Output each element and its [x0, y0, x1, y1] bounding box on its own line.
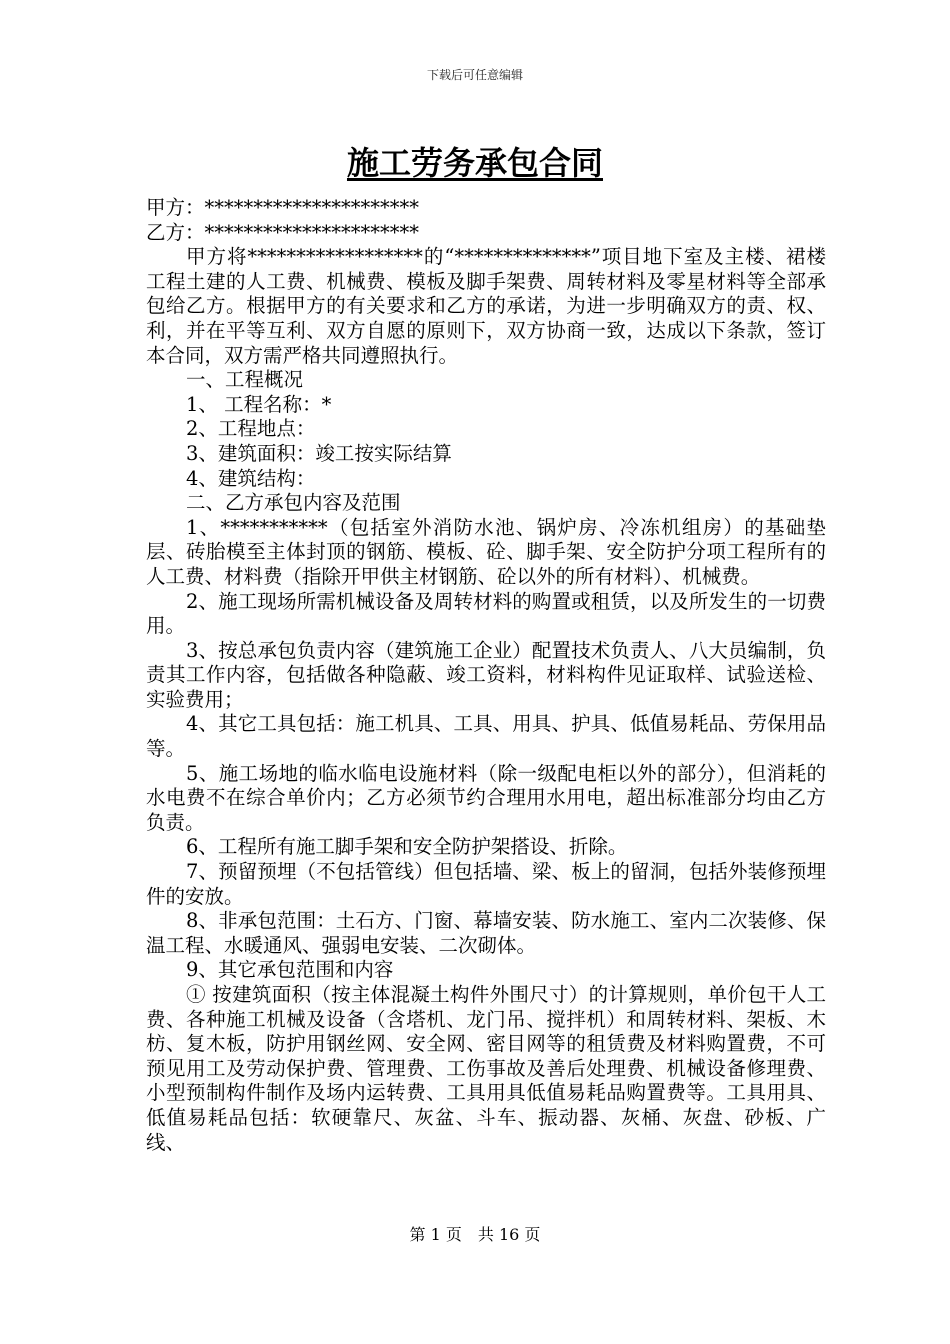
page-footer: 第 1 页 共 16 页 — [409, 1225, 541, 1244]
document-body — [146, 196, 826, 1155]
paragraph: 3、建筑面积：竣工按实际结算 — [186, 441, 452, 465]
paragraph: 4、建筑结构： — [186, 466, 316, 490]
paragraph: 1、***********（包括室外消防水池、锅炉房、冷冻机组房）的基础垫层、砖胎模至主体封顶的钢筋、模板、砼、脚手架、安全防护分项工程所有的人工费、材料费（指除开甲供主材钢筋、砼以外的所有材料）、机械费。 — [146, 515, 826, 588]
paragraph: 5、施工场地的临水临电设施材料（除一级配电柜以外的部分），但消耗的水电费不在综合单价内；乙方必须节约合理用水用电，超出标准部分均由乙方负责。 — [146, 761, 826, 834]
section-heading: 二、乙方承包内容及范围 — [186, 491, 401, 515]
paragraph: 4、其它工具包括：施工机具、工具、用具、护具、低值易耗品、劳保用品等。 — [146, 712, 826, 761]
paragraph: 7、预留预埋（不包括管线）但包括墙、梁、板上的留洞，包括外装修预埋件的安放。 — [146, 860, 826, 908]
paragraph: 2、施工现场所需机械设备及周转材料的购置或租赁，以及所发生的一切费用。 — [146, 589, 826, 638]
paragraph: 3、按总承包负责内容（建筑施工企业）配置技术负责人、八大员编制，负责其工作内容，包括做各种隐蔽、竣工资料，材料构件见证取样、试验送检、实验费用； — [146, 638, 826, 711]
page-header: 下载后可任意编辑 — [426, 68, 523, 82]
party-a-line: 甲方：********************** — [146, 196, 420, 219]
paragraph: 2、工程地点： — [186, 417, 316, 441]
paragraph: ① 按建筑面积（按主体混凝土构件外围尺寸）的计算规则，单价包干人工费、各种施工机械及设备（含塔机、龙门吊、搅拌机）和周转材料、架板、木枋、复木板，防护用钢丝网、安全网、密目网等的租赁费及材料购置费，不可预见用工及劳动保护费、管理费、工伤事故及善后处理费、机械设备修理费、小型预制构件制作及场内运转费、工具用具低值易耗品购置费等。工具用具、低值易耗品包括：软硬靠尺、灰盆、斗车、振动器、灰桶、灰盘、砂板、广线、 — [146, 983, 826, 1154]
section-heading: 一、工程概况 — [186, 368, 304, 392]
paragraph: 6、工程所有施工脚手架和安全防护架搭设、折除。 — [186, 835, 628, 859]
paragraph: 9、其它承包范围和内容 — [186, 958, 394, 982]
party-b-line: 乙方：********************** — [146, 220, 420, 244]
paragraph: 8、非承包范围：土石方、门窗、幕墙安装、防水施工、室内二次装修、保温工程、水暖通风、强弱电安装、二次砌体。 — [146, 909, 826, 957]
paragraph-intro: 甲方将******************的“**************”项目地下室及主楼、裙楼工程土建的人工费、机械费、模板及脚手架费、周转材料及零星材料等全部承包给乙方。根据甲方的有关要求和乙方的承诺，为进一步明确双方的责、权、利，并在平等互利、双方自愿的原则下，双方协商一致，达成以下条款，签订本合同，双方需严格共同遵照执行。 — [146, 245, 826, 367]
paragraph: 1、 工程名称：* — [186, 392, 332, 416]
document-title: 施工劳务承包合同 — [346, 144, 603, 182]
